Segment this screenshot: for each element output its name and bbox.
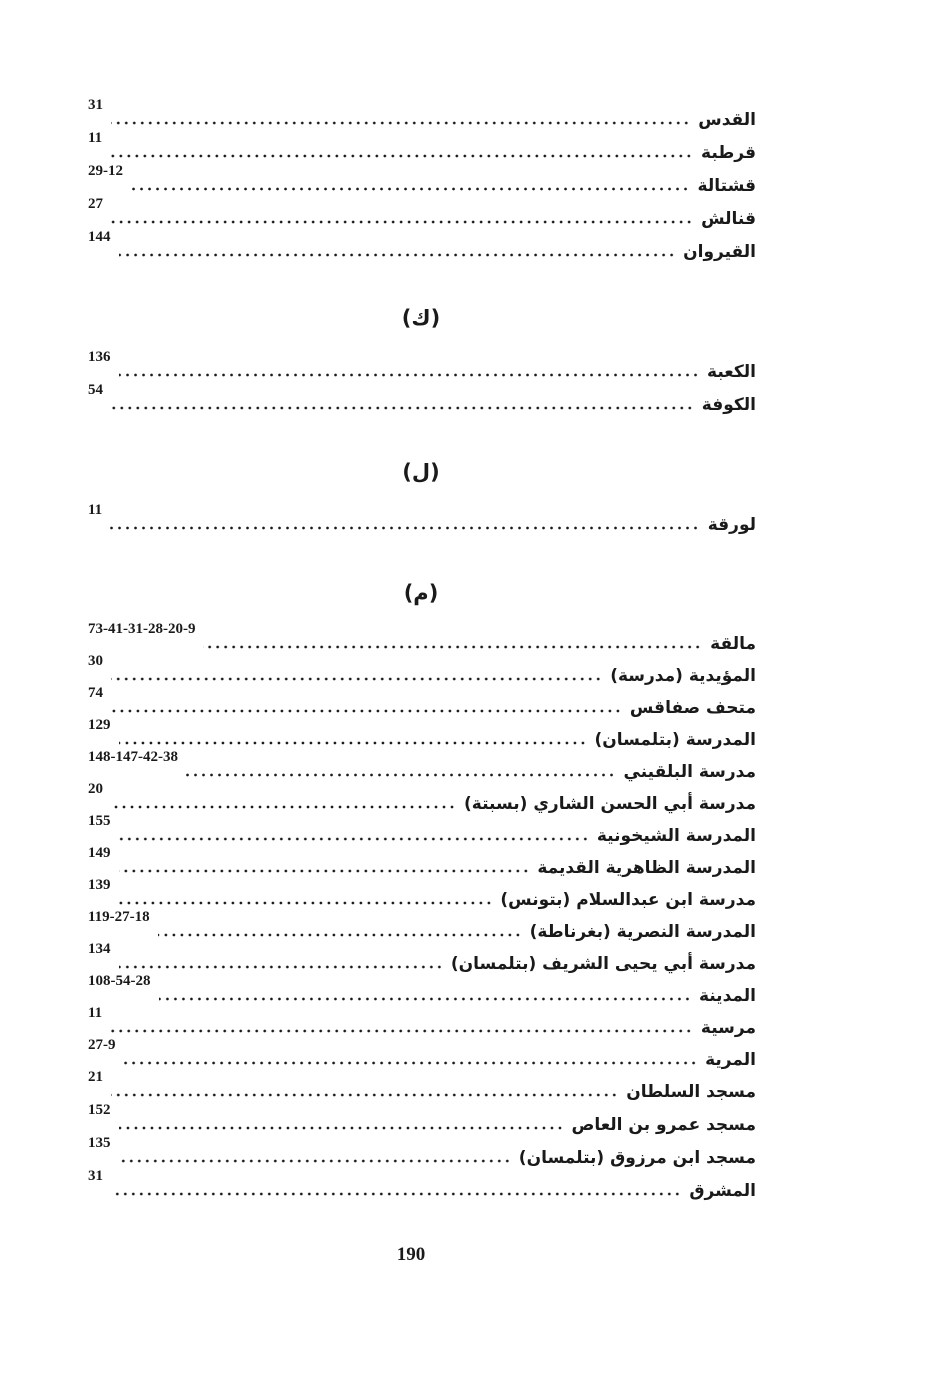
index-entry bbox=[88, 877, 756, 910]
leader-dots bbox=[111, 664, 602, 682]
entry-name: القيروان bbox=[683, 242, 756, 262]
index-entry bbox=[88, 717, 756, 750]
entry-pages: 155 bbox=[88, 813, 111, 829]
entry-pages: 73-41-31-28-20-9 bbox=[88, 621, 196, 637]
index-entry bbox=[88, 973, 756, 1006]
leader-dots bbox=[119, 888, 493, 906]
leader-dots bbox=[119, 240, 676, 258]
leader-dots bbox=[111, 1080, 618, 1098]
leader-dots bbox=[111, 1179, 681, 1197]
leader-dots bbox=[119, 360, 700, 378]
entry-pages: 74 bbox=[88, 685, 103, 701]
index-entry bbox=[88, 196, 756, 229]
leader-dots bbox=[119, 952, 443, 970]
entry-name: مسجد عمرو بن العاص bbox=[571, 1115, 756, 1135]
index-entry bbox=[88, 845, 756, 878]
index-entry bbox=[88, 349, 756, 382]
entry-name: المدرسة الظاهرية القديمة bbox=[537, 858, 756, 878]
leader-dots bbox=[111, 393, 694, 411]
entry-pages: 129 bbox=[88, 717, 111, 733]
index-entry bbox=[88, 781, 756, 814]
entry-pages: 54 bbox=[88, 382, 103, 398]
entry-pages: 119-27-18 bbox=[88, 909, 150, 925]
leader-dots bbox=[131, 174, 690, 192]
entry-name: مدرسة البلقيني bbox=[623, 762, 756, 782]
entry-name: لورقة bbox=[707, 515, 756, 535]
entry-pages: 134 bbox=[88, 941, 111, 957]
section-letter-heading: (م) bbox=[403, 581, 439, 605]
entry-name: مسجد السلطان bbox=[626, 1082, 756, 1102]
entry-name: الكوفة bbox=[701, 395, 756, 415]
entry-pages: 11 bbox=[88, 1005, 103, 1021]
index-entry bbox=[88, 621, 756, 654]
entry-pages: 144 bbox=[88, 229, 111, 245]
entry-name: المدرسة (بتلمسان) bbox=[594, 730, 756, 750]
leader-dots bbox=[110, 1016, 693, 1034]
index-entry bbox=[88, 97, 756, 130]
leader-dots bbox=[110, 513, 700, 531]
entry-name: مدرسة أبي يحيى الشريف (بتلمسان) bbox=[450, 954, 756, 974]
index-entry bbox=[88, 1069, 756, 1102]
leader-dots bbox=[119, 856, 530, 874]
index-entry bbox=[88, 163, 756, 196]
leader-dots bbox=[111, 696, 622, 714]
entry-pages: 31 bbox=[88, 1168, 103, 1184]
entry-name: قشتالة bbox=[697, 176, 756, 196]
entry-pages: 11 bbox=[88, 130, 103, 146]
leader-dots bbox=[203, 632, 702, 650]
entry-name: المرية bbox=[705, 1050, 756, 1070]
entry-name: متحف صفاقس bbox=[629, 698, 756, 718]
entry-name: المدرسة النصرية (بغرناطة) bbox=[529, 922, 756, 942]
index-entry bbox=[88, 909, 756, 942]
entry-name: المدينة bbox=[698, 986, 756, 1006]
index-entry bbox=[88, 1168, 756, 1201]
entry-name: قرطبة bbox=[701, 143, 756, 163]
entry-pages: 149 bbox=[88, 845, 111, 861]
index-entry bbox=[88, 813, 756, 846]
entry-name: المؤيدية (مدرسة) bbox=[610, 666, 756, 686]
entry-name: الكعبة bbox=[707, 362, 756, 382]
entry-pages: 135 bbox=[88, 1135, 111, 1151]
entry-pages: 27-9 bbox=[88, 1037, 116, 1053]
index-entry bbox=[88, 130, 756, 163]
entry-pages: 108-54-28 bbox=[88, 973, 151, 989]
section-letter-heading: (ك) bbox=[401, 306, 441, 330]
entry-pages: 136 bbox=[88, 349, 111, 365]
index-entry bbox=[88, 1102, 756, 1135]
index-entry bbox=[88, 1135, 756, 1168]
index-entry bbox=[88, 502, 756, 535]
entry-name: مدرسة أبي الحسن الشاري (بسبتة) bbox=[464, 794, 756, 814]
entry-name: مدرسة ابن عبدالسلام (بتونس) bbox=[500, 890, 756, 910]
leader-dots bbox=[119, 1113, 564, 1131]
entry-pages: 20 bbox=[88, 781, 103, 797]
index-entry bbox=[88, 941, 756, 974]
entry-name: مالقة bbox=[710, 634, 756, 654]
entry-name: قنالش bbox=[701, 209, 756, 229]
index-entry bbox=[88, 749, 756, 782]
leader-dots bbox=[111, 207, 693, 225]
page-number: 190 bbox=[396, 1244, 426, 1265]
leader-dots bbox=[111, 108, 690, 126]
entry-name: المدرسة الشيخونية bbox=[596, 826, 756, 846]
leader-dots bbox=[119, 1146, 511, 1164]
index-entry bbox=[88, 382, 756, 415]
entry-pages: 30 bbox=[88, 653, 103, 669]
entry-pages: 148-147-42-38 bbox=[88, 749, 178, 765]
entry-name: مرسية bbox=[700, 1018, 756, 1038]
entry-pages: 31 bbox=[88, 97, 103, 113]
index-entry bbox=[88, 685, 756, 718]
index-entry bbox=[88, 229, 756, 262]
section-letter-heading: (ل) bbox=[402, 460, 440, 484]
index-entry bbox=[88, 1037, 756, 1070]
leader-dots bbox=[110, 141, 693, 159]
entry-pages: 152 bbox=[88, 1102, 111, 1118]
entry-name: المشرق bbox=[689, 1181, 756, 1201]
leader-dots bbox=[111, 792, 456, 810]
entry-pages: 27 bbox=[88, 196, 103, 212]
entry-name: القدس bbox=[698, 110, 756, 130]
leader-dots bbox=[119, 824, 589, 842]
entry-pages: 139 bbox=[88, 877, 111, 893]
entry-pages: 11 bbox=[88, 502, 103, 518]
entry-pages: 21 bbox=[88, 1069, 103, 1085]
leader-dots bbox=[158, 920, 522, 938]
index-entry bbox=[88, 1005, 756, 1038]
index-entry bbox=[88, 653, 756, 686]
entry-pages: 29-12 bbox=[88, 163, 123, 179]
entry-name: مسجد ابن مرزوق (بتلمسان) bbox=[518, 1148, 756, 1168]
leader-dots bbox=[124, 1048, 698, 1066]
leader-dots bbox=[186, 760, 616, 778]
leader-dots bbox=[159, 984, 691, 1002]
leader-dots bbox=[119, 728, 587, 746]
